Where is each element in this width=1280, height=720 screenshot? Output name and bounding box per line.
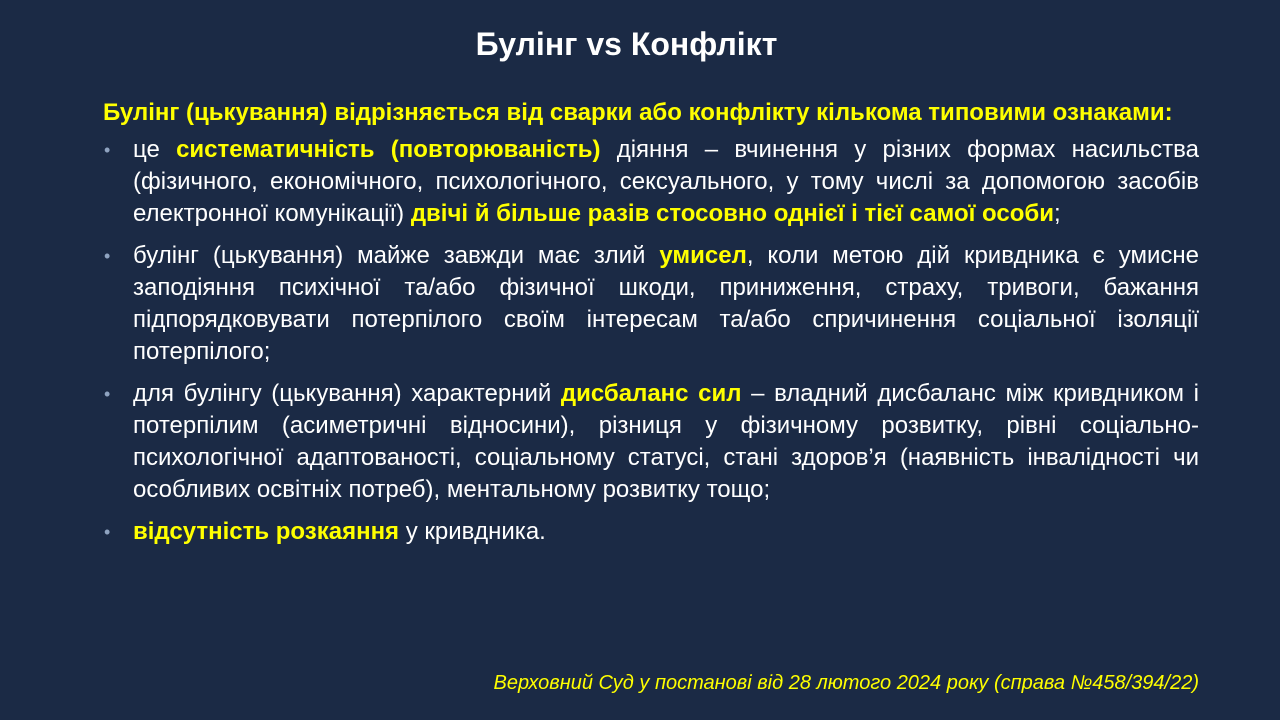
bullet-text: – владний дисбаланс між кривдником і потерпілим (асиметричні відносини), різниця у фізичному розвитку, рівні соціально-психологічної адаптованості, соціальному статусі, стані здоров’я (наявність інвалідності чи особливих освітніх потреб), ментальному розвитку тощо; [133,380,1199,503]
bullet-text: , коли метою дій кривдника є умисне заподіяння психічної та/або фізичної шкоди, приниження, страху, тривоги, бажання підпорядковувати потерпілого своїм інтересам та/або спричинення соціальної ізоляції потерпілого; [133,242,1199,365]
highlighted-text: умисел [659,242,747,269]
intro-text: Булінг (цькування) відрізняється від сварки або конфлікту кількома типовими ознаками: [103,99,1173,126]
bullet-dot-icon: • [104,246,111,266]
bullet-dot-icon: • [104,140,111,160]
slide-title: Булінг vs Конфлікт [475,26,778,62]
highlighted-text: дисбаланс сил [560,380,742,407]
bullet-text: у кривдника. [399,518,546,545]
bullet-item [103,516,1199,548]
bullet-item [103,378,1199,506]
highlighted-text: відсутність розкаяння [133,518,400,545]
bullet-item [103,134,1199,230]
bullet-item [103,240,1199,368]
bullet-text: булінг (цькування) майже завжди має злий [133,242,660,269]
bullet-text: ; [1053,200,1061,227]
highlighted-text: систематичність (повторюваність) [176,136,601,163]
bullet-list [103,134,1199,548]
source-citation: Верховний Суд у постанові від 28 лютого 2024 року (справа №458/394/22) [493,672,1199,694]
slide-content [103,97,1199,558]
bullet-text: це [133,136,177,163]
bullet-dot-icon: • [104,522,111,542]
bullet-text: для булінгу (цькування) характерний [133,380,561,407]
highlighted-text: двічі й більше разів стосовно однієї і тієї самої особи [410,200,1054,227]
bullet-dot-icon: • [104,384,111,404]
bullet-text: діяння – вчинення у різних формах насильства (фізичного, економічного, психологічного, сексуального, у тому числі за допомогою засобів електронної комунікації) [133,136,1200,227]
